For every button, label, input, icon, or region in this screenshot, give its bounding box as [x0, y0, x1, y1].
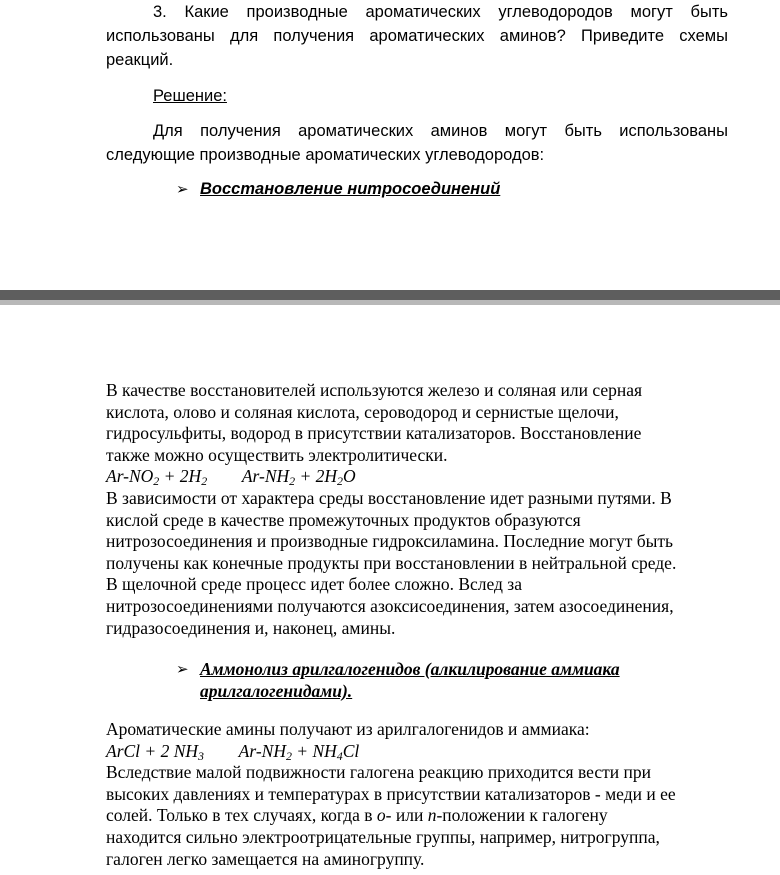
question-text: 3. Какие производные ароматических углеводородов могут быть использованы для получения ароматических аминов? Приведите схемы реакций. — [106, 3, 728, 69]
text-line: получены как конечные продукты при восстановлении в нейтральной среде. — [106, 552, 677, 573]
text-line: В зависимости от характера среды восстановление идет разными путями. В — [106, 487, 672, 508]
text-line: кислой среде в качестве промежуточных продуктов образуются — [106, 509, 581, 530]
text-line: гидросульфиты, водород в присутствии катализаторов. Восстановление — [106, 423, 642, 444]
ammonolysis-body — [106, 719, 756, 870]
text-line: нитрозосоединения и производные гидроксиламина. Последние могут быть — [106, 531, 674, 552]
intro-text: Для получения ароматических аминов могут быть использованы следующие производные ароматических углеводородов: — [106, 122, 728, 164]
reaction-equation-ammonolysis: ArCl + 2 $NH_3$ $Ar-NH_2 + NH_4Cl$ — [106, 740, 360, 763]
text-line: кислота, олово и соляная кислота, сероводород и сернистые щелочи, — [106, 401, 619, 422]
text-line: гидразосоединения и, наконец, амины. — [106, 617, 396, 638]
text-line: солей. Только в тех случаях, когда в о- или п-положении к галогену — [106, 805, 608, 826]
text-line: также можно осуществить электролитически. — [106, 444, 448, 465]
bullet-reduction-title: Восстановление нитросоединений — [200, 180, 501, 198]
bullet-ammonolysis-title: Аммонолиз арилгалогенидов (алкилирование аммиака арилгалогенидами). — [200, 659, 620, 701]
text-line: В качестве восстановителей используются железо и соляная или серная — [106, 380, 643, 400]
text-line: В щелочной среде процесс идет более сложно. Вслед за — [106, 574, 522, 595]
text-line: галоген легко замещается на аминогруппу. — [106, 848, 425, 869]
bullet-arrow-icon: ➢ — [176, 180, 189, 198]
solution-label: Решение: — [153, 87, 227, 105]
text-line: находится сильно электроотрицательные группы, например, нитрогруппа, — [106, 826, 660, 847]
text-line: Ароматические амины получают из арилгалогенидов и аммиака: — [106, 719, 590, 739]
reduction-body — [106, 380, 756, 639]
reaction-equation-nitro: $Ar-NO_2 + 2H_2$ $Ar-NH_2 + 2H_2O$ — [106, 466, 356, 489]
page-divider — [0, 290, 780, 300]
text-line: нитрозосоединениями получаются азоксисоединения, затем азосоединения, — [106, 595, 674, 616]
text-line: Вследствие малой подвижности галогена реакцию приходится вести при — [106, 762, 651, 783]
bullet-arrow-icon: ➢ — [176, 660, 189, 678]
text-line: высоких давлениях и температурах в присутствии катализаторов - меди и ее — [106, 783, 676, 804]
